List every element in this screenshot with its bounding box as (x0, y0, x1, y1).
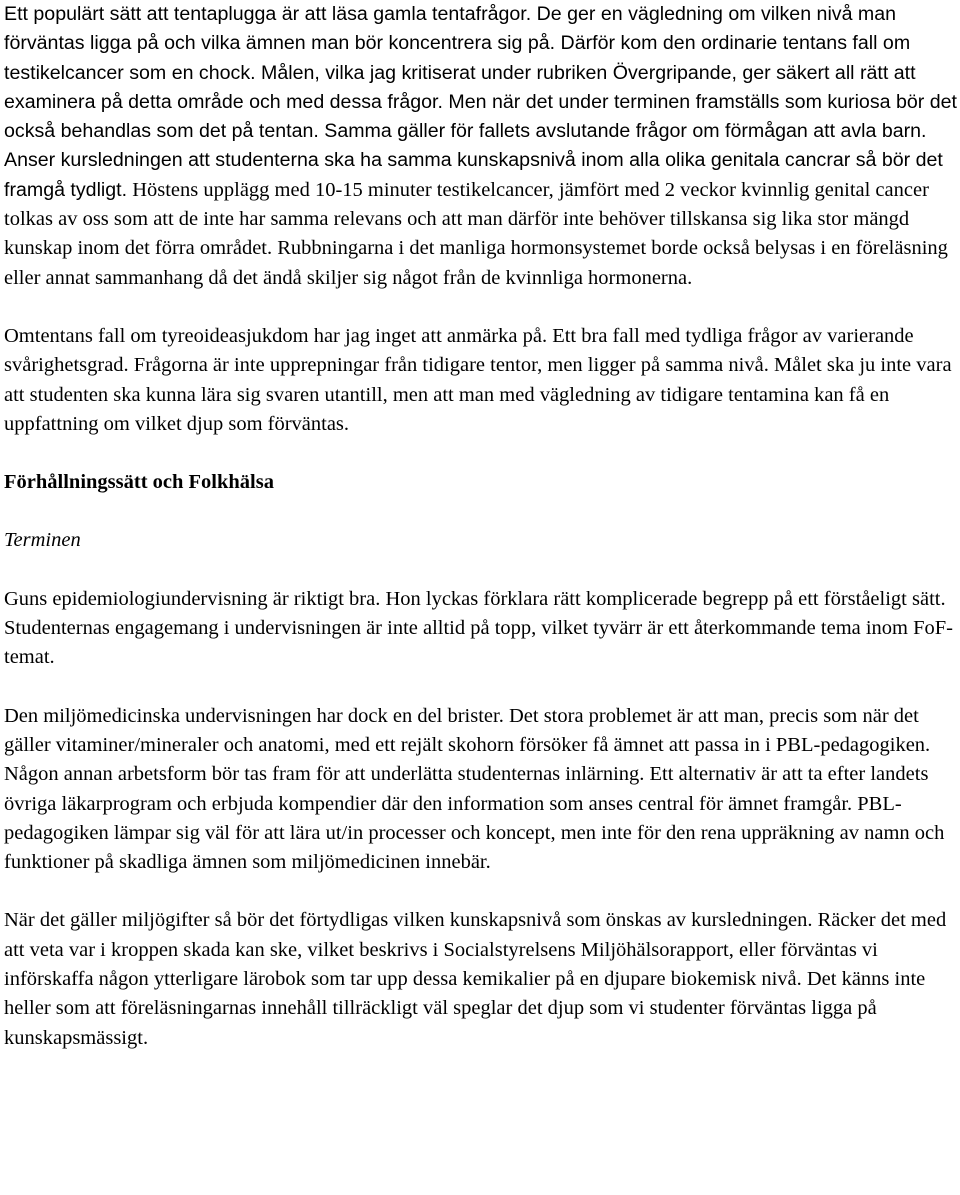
paragraph-spacer (4, 673, 957, 702)
section-subheading: Terminen (4, 529, 81, 552)
paragraph-spacer (4, 556, 957, 585)
paragraph-spacer (4, 439, 957, 468)
paragraph-spacer (4, 877, 957, 906)
paragraph-testikelcancer-part1: Ett populärt sätt att tentaplugga är att läsa gamla tentafrågor. De ger en vägledning om vilken nivå man förväntas ligga på och vilka ämnen man bör koncentrera sig på. Därför kom den ordinarie tentans fall om testikelcancer som en chock. Målen, vilka jag kritiserat under rubriken Övergripande, ger säkert all rätt att examinera på detta område och med dessa frågor. Men när det under terminen framställs som kuriosa bör det också behandlas som det på tentan. Samma gäller för fallets avslutande frågor om förmågan att avla barn. Anser kursledningen att studenterna ska ha samma kunskapsnivå inom alla olika genitala cancrar så bör det framgå tydligt. (4, 3, 957, 201)
section-heading: Förhållningssätt och Folkhälsa (4, 471, 274, 494)
paragraph-testikelcancer-part2: Höstens upplägg med 10-15 minuter testikelcancer, jämfört med 2 veckor kvinnlig genital cancer tolkas av oss som att de inte har samma relevans och att man därför inte behöver tillskansa sig lika stor mängd kunskap inom det förra området. Rubbningarna i det manliga hormonsystemet borde också belysas i en föreläsning eller annat sammanhang då det ändå skiljer sig något från de kvinnliga hormonerna. (4, 178, 948, 289)
paragraph-spacer (4, 497, 957, 526)
paragraph-testikelcancer (4, 0, 957, 293)
paragraph-spacer (4, 293, 957, 322)
paragraph-epidemiologi: Guns epidemiologiundervisning är riktigt bra. Hon lyckas förklara rätt komplicerade begrepp på ett förståeligt sätt. Studenternas engagemang i undervisningen är inte alltid på topp, vilket tyvärr är ett återkommande tema inom FoF-temat. (4, 587, 954, 669)
paragraph-miljogifter: När det gäller miljögifter så bör det förtydligas vilken kunskapsnivå som önskas av kursledningen. Räcker det med att veta var i kroppen skada kan ske, vilket beskrivs i Socialstyrelsens Miljöhälsorapport, eller förväntas vi införskaffa någon ytterligare lärobok som tar upp dessa kemikalier på en djupare biokemisk nivå. Det känns inte heller som att föreläsningarnas innehåll tillräckligt väl speglar det djup som vi studenter förväntas ligga på kunskapsmässigt. (4, 909, 947, 1049)
paragraph-miljomedicin: Den miljömedicinska undervisningen har dock en del brister. Det stora problemet är att man, precis som när det gäller vitaminer/mineraler och anatomi, med ett rejält skohorn försöker få ämnet att passa in i PBL-pedagogiken. Någon annan arbetsform bör tas fram för att underlätta studenternas inlärning. Ett alternativ är att ta efter landets övriga läkarprogram och erbjuda kompendier där den information som anses central för ämnet framgår. PBL-pedagogiken lämpar sig väl för att lära ut/in processer och koncept, men inte för den rena uppräkning av namn och funktioner på skadliga ämnen som miljömedicinen innebär. (4, 704, 945, 874)
paragraph-omtenta: Omtentans fall om tyreoideasjukdom har jag inget att anmärka på. Ett bra fall med tydliga frågor av varierande svårighetsgrad. Frågorna är inte upprepningar från tidigare tentor, men ligger på samma nivå. Målet ska ju inte vara att studenten ska kunna lära sig svaren utantill, men att man med vägledning av tidigare tentamina kan få en uppfattning om vilket djup som förväntas. (4, 324, 952, 435)
